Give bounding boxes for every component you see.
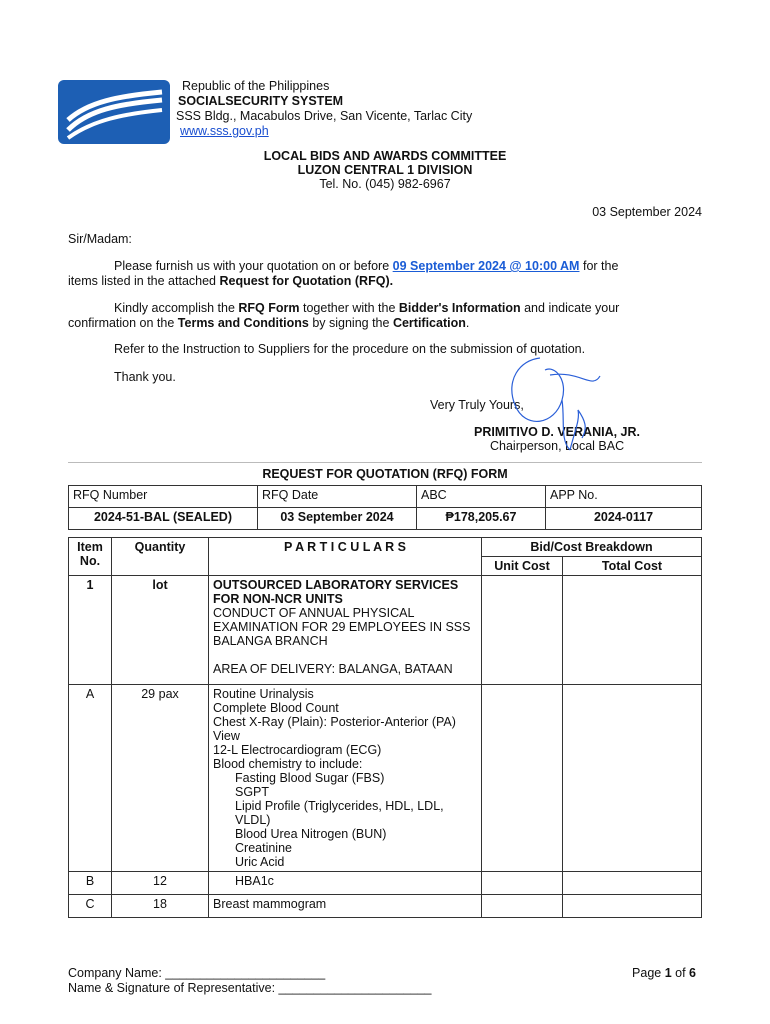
label-abc: ABC xyxy=(417,486,546,508)
signatory-title: Chairperson, Local BAC xyxy=(490,439,625,453)
signature xyxy=(500,350,610,460)
unit-cost-cell[interactable] xyxy=(482,685,563,872)
total-cost-cell[interactable] xyxy=(563,872,702,895)
item-description: CONDUCT OF ANNUAL PHYSICAL EXAMINATION FOR 29 EMPLOYEES IN SSS BALANGA BRANCH xyxy=(213,606,471,648)
sss-logo xyxy=(58,80,170,144)
paragraph-3: Refer to the Instruction to Suppliers for the procedure on the submission of quotation. xyxy=(114,342,586,356)
header-unit-cost: Unit Cost xyxy=(482,557,563,576)
division-name: LUZON CENTRAL 1 DIVISION xyxy=(297,163,473,177)
unit-cost-cell[interactable] xyxy=(482,576,563,685)
value-rfq-date: 03 September 2024 xyxy=(258,508,417,530)
unit-cost-cell[interactable] xyxy=(482,895,563,918)
value-abc: ₱178,205.67 xyxy=(417,508,546,530)
form-title: REQUEST FOR QUOTATION (RFQ) FORM xyxy=(262,467,508,481)
header-item-no: Item No. xyxy=(69,538,112,576)
letterhead xyxy=(176,79,472,139)
table-row: 1 lot OUTSOURCED LABORATORY SERVICES FOR NON-NCR UNITS CONDUCT OF ANNUAL PHYSICAL EXAMINATION FOR 29 EMPLOYEES IN SSS BALANGA BRANCH AREA OF DELIVERY: BALANGA, BATAAN xyxy=(69,576,702,685)
total-cost-cell[interactable] xyxy=(563,685,702,872)
particulars-table xyxy=(68,537,702,918)
label-rfq-number: RFQ Number xyxy=(69,486,258,508)
paragraph-2: Kindly accomplish the RFQ Form together with the Bidder's Information and indicate your confirmation on the Terms and Conditions by signing the Certification. xyxy=(68,301,620,330)
rfq-info-table xyxy=(68,485,702,530)
deadline-link[interactable]: 09 September 2024 @ 10:00 AM xyxy=(392,259,580,273)
value-app-no: 2024-0117 xyxy=(546,508,702,530)
item-title: OUTSOURCED LABORATORY SERVICES FOR NON-NCR UNITS xyxy=(213,578,459,606)
label-app-no: APP No. xyxy=(546,486,702,508)
republic-line: Republic of the Philippines xyxy=(182,79,330,93)
committee-name: LOCAL BIDS AND AWARDS COMMITTEE xyxy=(263,149,507,163)
total-cost-cell[interactable] xyxy=(563,576,702,685)
org-name: SOCIALSECURITY SYSTEM xyxy=(178,94,344,108)
thank-you: Thank you. xyxy=(114,370,176,384)
table-row: A 29 pax Routine Urinalysis Complete Blood Count Chest X-Ray (Plain): Posterior-Anterior (PA) View 12-L Electrocardiogram (ECG) Blood chemistry to include: Fasting Blood Sugar (FBS) SGPT Lipid Profile (Triglycerides, HDL, LDL, VLDL) Blood Urea Nitrogen (BUN) Creatinine Uric Acid xyxy=(69,685,702,872)
header-particulars: P A R T I C U L A R S xyxy=(209,538,482,576)
representative-field[interactable]: Name & Signature of Representative: ______________________ xyxy=(68,981,432,995)
company-name-field[interactable]: Company Name: _______________________ xyxy=(68,966,326,980)
label-rfq-date: RFQ Date xyxy=(258,486,417,508)
telephone: Tel. No. (045) 982-6967 xyxy=(319,177,451,191)
value-rfq-number: 2024-51-BAL (SEALED) xyxy=(69,508,258,530)
header-total-cost: Total Cost xyxy=(563,557,702,576)
unit-cost-cell[interactable] xyxy=(482,872,563,895)
salutation: Sir/Madam: xyxy=(68,232,132,246)
total-cost-cell[interactable] xyxy=(563,895,702,918)
closing: Very Truly Yours, xyxy=(430,398,524,412)
signatory-name: PRIMITIVO D. VERANIA, JR. xyxy=(474,425,640,439)
header-quantity: Quantity xyxy=(112,538,209,576)
page-number: Page 1 of 6 xyxy=(632,966,696,980)
letter-date: 03 September 2024 xyxy=(592,205,702,219)
website-link[interactable]: www.sss.gov.ph xyxy=(180,124,269,138)
delivery-area: AREA OF DELIVERY: BALANGA, BATAAN xyxy=(213,662,453,676)
table-row: B 12 HBA1c xyxy=(69,872,702,895)
header-bid-breakdown: Bid/Cost Breakdown xyxy=(482,538,702,557)
paragraph-1: Please furnish us with your quotation on or before 09 September 2024 @ 10:00 AM for the items listed in the attached Request for Quotation (RFQ). xyxy=(68,259,619,288)
divider xyxy=(68,462,702,463)
org-address: SSS Bldg., Macabulos Drive, San Vicente, Tarlac City xyxy=(176,109,473,123)
table-row: C 18 Breast mammogram xyxy=(69,895,702,918)
